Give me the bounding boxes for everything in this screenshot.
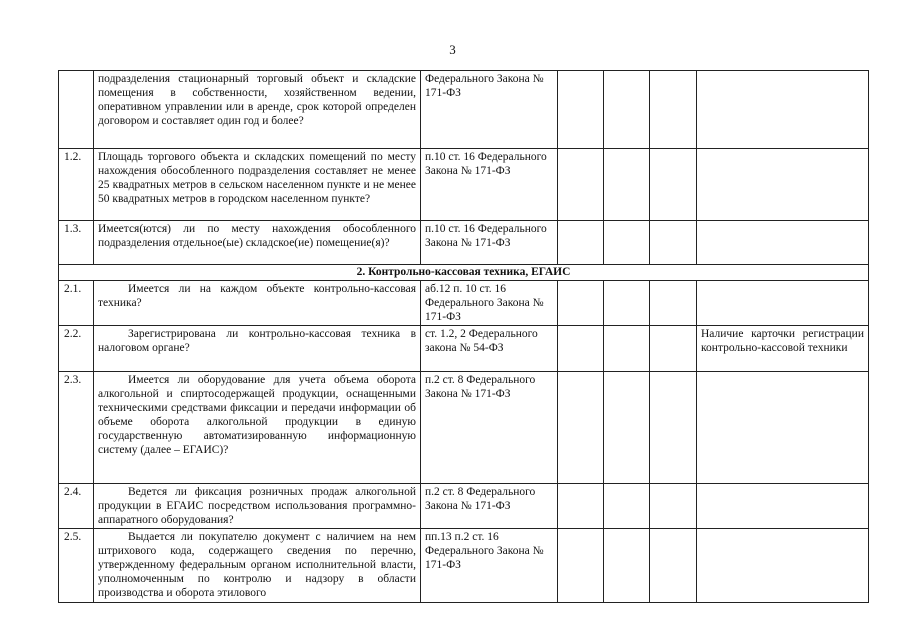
row-number: 2.5.: [59, 529, 94, 603]
row-legal-basis: п.10 ст. 16 Федерального Закона № 171-ФЗ: [421, 149, 558, 221]
row-number: 2.3.: [59, 372, 94, 484]
row-number: 2.2.: [59, 326, 94, 372]
answer-no-cell: [604, 372, 650, 484]
row-legal-basis: п.2 ст. 8 Федерального Закона № 171-ФЗ: [421, 484, 558, 529]
row-note: Наличие карточки регистрации контрольно-кассовой техники: [697, 326, 869, 372]
row-question: Имеется ли оборудование для учета объема оборота алкогольной и спиртосодержащей продукции, оснащенными техническими средствами фиксации и передачи информации об объеме оборота алкогольной продукции в единую государственную автоматизированную информационную систему (далее – ЕГАИС)?: [94, 372, 421, 484]
row-legal-basis: п.2 ст. 8 Федерального Закона № 171-ФЗ: [421, 372, 558, 484]
answer-yes-cell: [558, 221, 604, 265]
answer-yes-cell: [558, 484, 604, 529]
row-number: [59, 71, 94, 149]
answer-na-cell: [650, 326, 697, 372]
row-number: 1.2.: [59, 149, 94, 221]
row-note: [697, 221, 869, 265]
row-question: Выдается ли покупателю документ с наличием на нем штрихового кода, содержащего сведения по перечню, утвержденному федеральным органом исполнительной власти, уполномоченным по контролю и надзору в области производства и оборота этилового: [94, 529, 421, 603]
answer-no-cell: [604, 326, 650, 372]
table-row: [59, 281, 869, 326]
row-number: 1.3.: [59, 221, 94, 265]
row-question: Зарегистрирована ли контрольно-кассовая техника в налоговом органе?: [94, 326, 421, 372]
page-number: 3: [449, 42, 456, 57]
row-legal-basis: аб.12 п. 10 ст. 16 Федерального Закона № 171-ФЗ: [421, 281, 558, 326]
table-row: [59, 529, 869, 603]
row-note: [697, 529, 869, 603]
row-question: Площадь торгового объекта и складских помещений по месту нахождения обособленного подразделения составляет не менее 25 квадратных метров в сельском населенном пункте и не менее 50 квадратных метров в городском населенном пункте?: [94, 149, 421, 221]
answer-no-cell: [604, 484, 650, 529]
section-title: 2. Контрольно-кассовая техника, ЕГАИС: [59, 265, 869, 281]
row-note: [697, 281, 869, 326]
answer-no-cell: [604, 529, 650, 603]
table-row: [59, 71, 869, 149]
row-question: Имеется(ются) ли по месту нахождения обособленного подразделения отдельное(ые) складское(ие) помещение(я)?: [94, 221, 421, 265]
section-header-row: [59, 265, 869, 281]
answer-no-cell: [604, 221, 650, 265]
row-note: [697, 372, 869, 484]
checklist-table: [58, 70, 869, 603]
table-row: [59, 149, 869, 221]
answer-na-cell: [650, 149, 697, 221]
row-note: [697, 149, 869, 221]
row-legal-basis: Федерального Закона № 171-ФЗ: [421, 71, 558, 149]
row-legal-basis: пп.13 п.2 ст. 16 Федерального Закона № 171-ФЗ: [421, 529, 558, 603]
row-note: [697, 71, 869, 149]
answer-no-cell: [604, 149, 650, 221]
table-row: [59, 221, 869, 265]
answer-no-cell: [604, 71, 650, 149]
row-legal-basis: п.10 ст. 16 Федерального Закона № 171-ФЗ: [421, 221, 558, 265]
row-legal-basis: ст. 1.2, 2 Федерального закона № 54-ФЗ: [421, 326, 558, 372]
table-row: [59, 372, 869, 484]
row-number: 2.1.: [59, 281, 94, 326]
answer-na-cell: [650, 372, 697, 484]
row-note: [697, 484, 869, 529]
row-number: 2.4.: [59, 484, 94, 529]
answer-yes-cell: [558, 529, 604, 603]
answer-yes-cell: [558, 372, 604, 484]
answer-na-cell: [650, 484, 697, 529]
row-question: Ведется ли фиксация розничных продаж алкогольной продукции в ЕГАИС посредством использования программно-аппаратного оборудования?: [94, 484, 421, 529]
answer-yes-cell: [558, 71, 604, 149]
answer-na-cell: [650, 71, 697, 149]
answer-no-cell: [604, 281, 650, 326]
row-question: Имеется ли на каждом объекте контрольно-кассовая техника?: [94, 281, 421, 326]
table-row: [59, 326, 869, 372]
answer-na-cell: [650, 281, 697, 326]
answer-na-cell: [650, 221, 697, 265]
answer-yes-cell: [558, 281, 604, 326]
row-question: подразделения стационарный торговый объект и складские помещения в собственности, хозяйственном ведении, оперативном управлении или в аренде, срок которой определен договором и составляет один год и более?: [94, 71, 421, 149]
answer-na-cell: [650, 529, 697, 603]
table-row: [59, 484, 869, 529]
answer-yes-cell: [558, 149, 604, 221]
answer-yes-cell: [558, 326, 604, 372]
